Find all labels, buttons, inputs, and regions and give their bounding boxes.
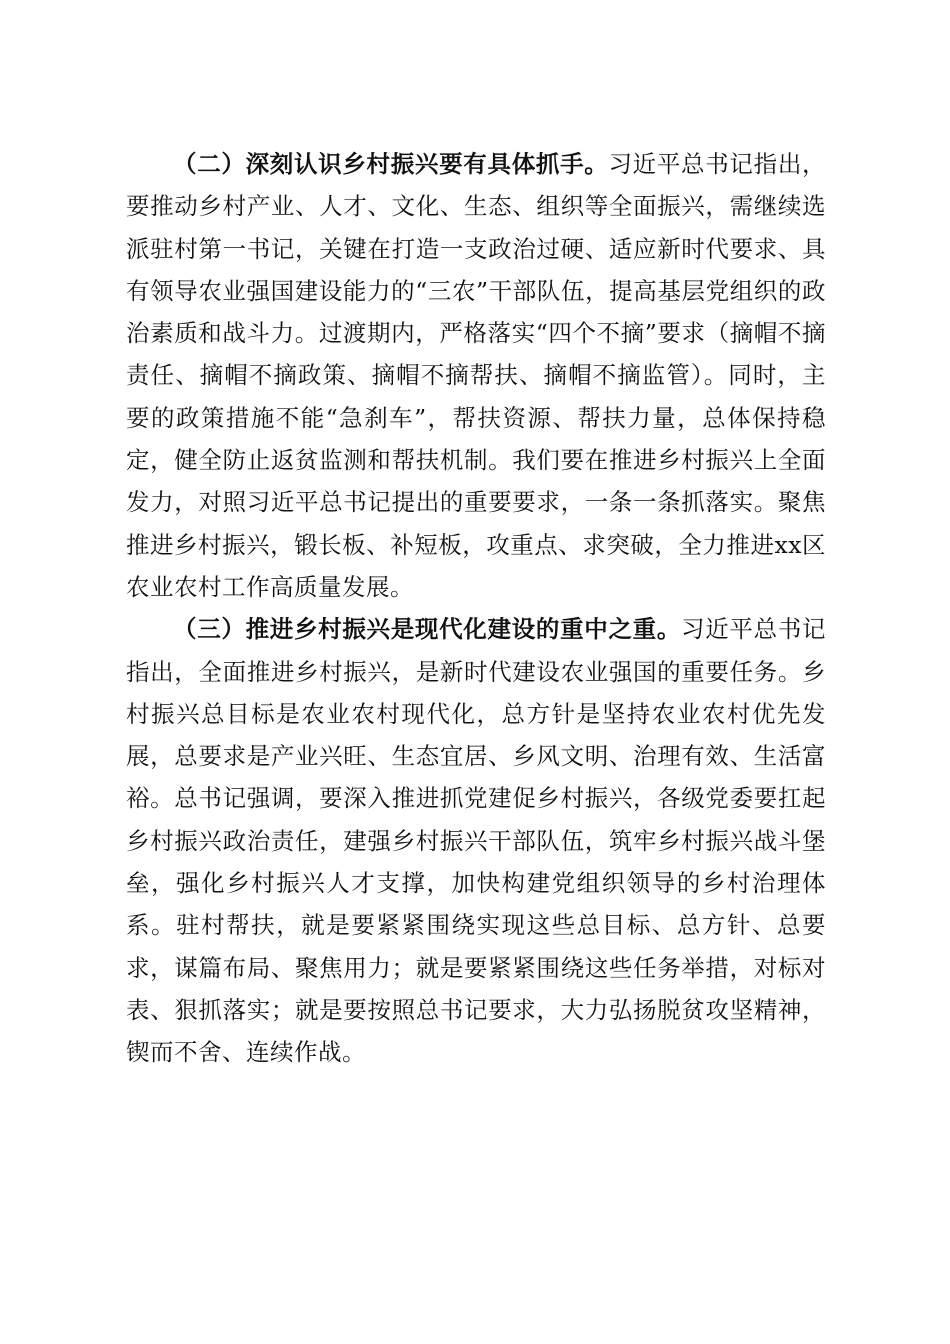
paragraph-section-2 <box>126 143 826 608</box>
section-3-heading: （三）推进乡村振兴是现代化建设的重中之重。 <box>173 615 682 644</box>
section-3-body: 习近平总书记指出，全面推进乡村振兴，是新时代建设农业强国的重要任务。乡村振兴总目标是农业农村现代化，总方针是坚持农业农村优先发展，总要求是产业兴旺、生态宜居、乡风文明、治理有效、生活富裕。总书记强调，要深入推进抓党建促乡村振兴，各级党委要扛起乡村振兴政治责任，建强乡村振兴干部队伍，筑牢乡村振兴战斗堡垒，强化乡村振兴人才支撑，加快构建党组织领导的乡村治理体系。驻村帮扶，就是要紧紧围绕实现这些总目标、总方针、总要求，谋篇布局、聚焦用力；就是要紧紧围绕这些任务举措，对标对表、狠抓落实；就是要按照总书记要求，大力弘扬脱贫攻坚精神，锲而不舍、连续作战。 <box>126 615 827 1067</box>
document-body <box>126 143 826 1074</box>
section-2-heading: （二）深刻认识乡村振兴要有具体抓手。 <box>173 150 609 178</box>
paragraph-section-3 <box>126 608 826 1073</box>
section-2-body: 习近平总书记指出，要推动乡村产业、人才、文化、生态、组织等全面振兴，需继续选派驻村第一书记，关键在打造一支政治过硬、适应新时代要求、具有领导农业强国建设能力的“三农”干部队伍，提高基层党组织的政治素质和战斗力。过渡期内，严格落实“四个不摘”要求（摘帽不摘责任、摘帽不摘政策、摘帽不摘帮扶、摘帽不摘监管）。同时，主要的政策措施不能“急刹车”，帮扶资源、帮扶力量，总体保持稳定，健全防止返贫监测和帮扶机制。我们要在推进乡村振兴上全面发力，对照习近平总书记提出的重要要求，一条一条抓落实。聚焦推进乡村振兴，锻长板、补短板，攻重点、求突破，全力推进xx区农业农村工作高质量发展。 <box>126 150 827 601</box>
